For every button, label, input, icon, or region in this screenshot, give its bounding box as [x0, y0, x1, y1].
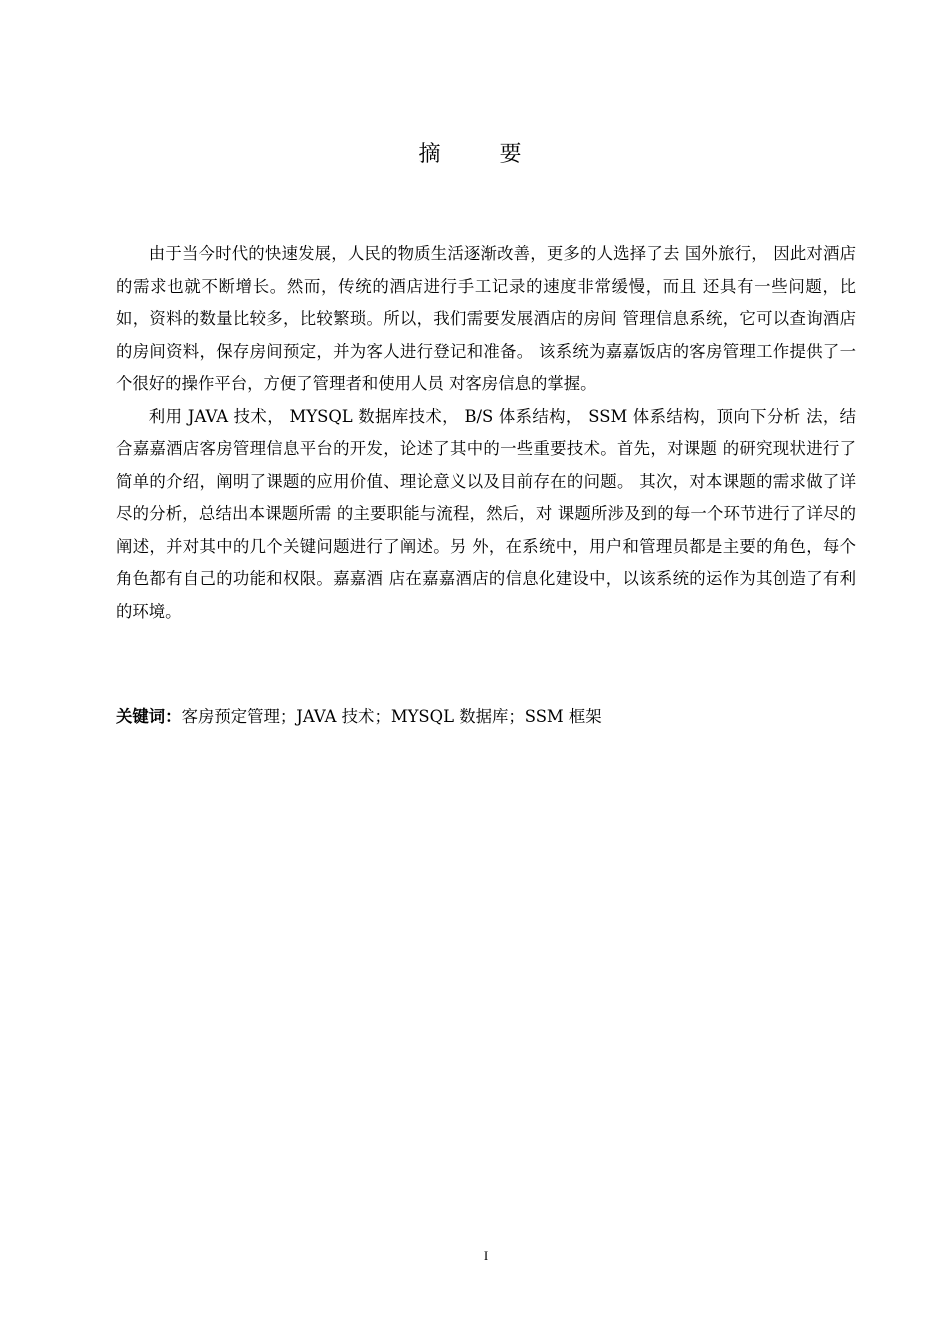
abstract-title: 摘 要: [418, 141, 548, 167]
page-number: I: [483, 1248, 489, 1263]
keywords-text: 客房预定管理；JAVA 技术；MYSQL 数据库；SSM 框架: [181, 707, 602, 726]
abstract-paragraph-2: 利用 JAVA 技术， MYSQL 数据库技术， B/S 体系结构， SSM 体系结构，顶向下分析 法，结合嘉嘉酒店客房管理信息平台的开发，论述了其中的一些重要技术。首先，对课题 的研究现状进行了简单的介绍，阐明了课题的应用价值、理论意义以及目前存在的问题。 其次，对本课题的需求做了详尽的分析，总结出本课题所需 的主要职能与流程，然后，对 课题所涉及到的每一个环节进行了详尽的阐述，并对其中的几个关键问题进行了阐述。另 外，在系统中，用户和管理员都是主要的角色，每个角色都有自己的功能和权限。嘉嘉酒 店在嘉嘉酒店的信息化建设中，以该系统的运作为其创造了有利的环境。: [116, 406, 856, 621]
abstract-paragraph-1: 由于当今时代的快速发展，人民的物质生活逐渐改善，更多的人选择了去 国外旅行， 因此对酒店的需求也就不断增长。然而，传统的酒店进行手工记录的速度非常缓慢，而且 还具有一些问题，比如，资料的数量比较多，比较繁琐。所以，我们需要发展酒店的房间 管理信息系统，它可以查询酒店的房间资料，保存房间预定，并为客人进行登记和准备。 该系统为嘉嘉饭店的客房管理工作提供了一个很好的操作平台，方便了管理者和使用人员 对客房信息的掌握。: [116, 244, 856, 393]
keywords-label: 关键词：: [116, 707, 182, 726]
abstract-body: [116, 238, 856, 628]
keywords-line: [116, 703, 856, 731]
